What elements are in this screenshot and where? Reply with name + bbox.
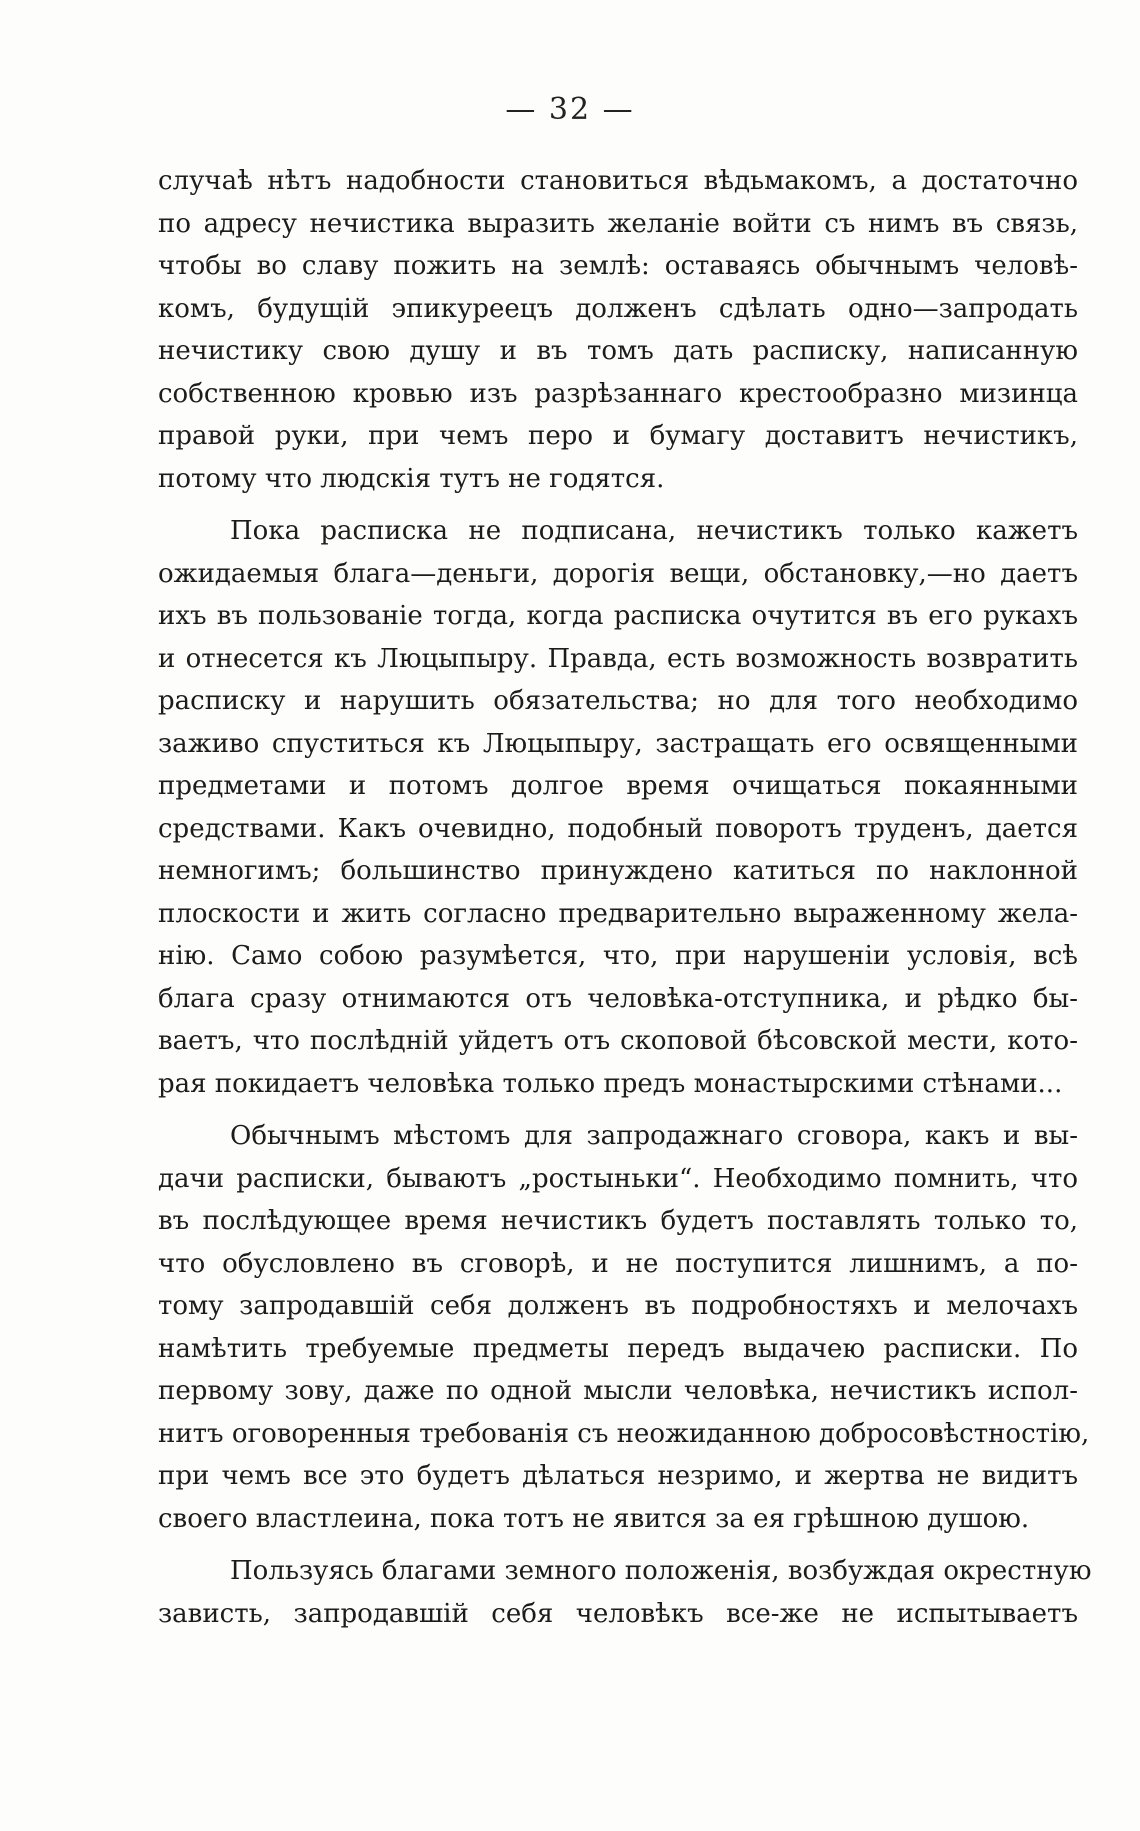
paragraph: [158, 510, 1078, 1105]
text-line: намѣтить требуемые предметы передъ выдачею расписки. По: [158, 1333, 1078, 1364]
text-line: что обусловлено въ сговорѣ, и не поступится лишнимъ, а по-: [158, 1248, 1078, 1279]
text-line: своего властлеина, пока тотъ не явится за ея грѣшною душою.: [158, 1503, 1030, 1534]
text-line: нію. Само собою разумѣется, что, при нарушеніи условія, всѣ: [158, 941, 1078, 971]
text-line: немногимъ; большинство принуждено катиться по наклонной: [158, 856, 1078, 886]
text-line: Пока расписка не подписана, нечистикъ только кажетъ: [230, 516, 1078, 546]
text-line: чтобы во славу пожить на землѣ: оставаясь обычнымъ человѣ-: [158, 251, 1078, 281]
text-line: заживо спуститься къ Люцыпыру, застращать его освященными: [158, 728, 1078, 759]
text-line: ихъ въ пользованіе тогда, когда расписка очутится въ его рукахъ: [158, 601, 1078, 631]
text-line: по адресу нечистика выразить желаніе войти съ нимъ въ связь,: [158, 208, 1078, 239]
text-line: потому что людскія тутъ не годятся.: [158, 463, 665, 494]
text-line: и отнесется къ Люцыпыру. Правда, есть возможность возвратить: [158, 643, 1078, 674]
text-line: дачи расписки, бываютъ „ростыньки“. Необходимо помнить, что: [158, 1163, 1078, 1194]
text-line: нитъ оговоренныя требованія съ неожиданною добросовѣстностію,: [158, 1418, 1090, 1449]
text-line: плоскости и жить согласно предварительно выраженному жела-: [158, 898, 1078, 929]
text-line: средствами. Какъ очевидно, подобный поворотъ труденъ, дается: [158, 813, 1078, 844]
text-line: ожидаемыя блага—деньги, дорогія вещи, обстановку,—но даетъ: [158, 558, 1078, 589]
text-line: ваетъ, что послѣдній уйдетъ отъ скоповой бѣсовской мести, кото-: [158, 1026, 1078, 1056]
text-line: зависть, запродавшій себя человѣкъ все-же не испытываетъ: [158, 1598, 1078, 1629]
text-line: Обычнымъ мѣстомъ для запродажнаго сговора, какъ и вы-: [230, 1121, 1078, 1151]
text-line: собственною кровью изъ разрѣзаннаго крестообразно мизинца: [158, 378, 1078, 409]
text-line: случаѣ нѣтъ надобности становиться вѣдьмакомъ, а достаточно: [158, 166, 1078, 196]
paragraph: [158, 1550, 1092, 1635]
body-text: [158, 160, 1092, 1645]
text-line: комъ, будущій эпикуреецъ долженъ сдѣлать одно—запродать: [158, 293, 1078, 324]
text-line: правой руки, при чемъ перо и бумагу доставитъ нечистикъ,: [158, 421, 1078, 451]
text-line: блага сразу отнимаются отъ человѣка-отступника, и рѣдко бы-: [158, 983, 1078, 1014]
text-line: расписку и нарушить обязательства; но для того необходимо: [158, 686, 1078, 716]
text-line: тому запродавшій себя долженъ въ подробностяхъ и мелочахъ: [158, 1291, 1078, 1321]
text-line: при чемъ все это будетъ дѣлаться незримо, и жертва не видитъ: [158, 1461, 1078, 1491]
text-line: нечистику свою душу и въ томъ дать расписку, написанную: [158, 336, 1078, 366]
paragraph: [158, 1115, 1090, 1540]
text-line: рая покидаетъ человѣка только предъ монастырскими стѣнами...: [158, 1068, 1063, 1099]
text-line: предметами и потомъ долгое время очищаться покаянными: [158, 771, 1078, 801]
text-line: первому зову, даже по одной мысли человѣка, нечистикъ испол-: [158, 1376, 1078, 1406]
text-line: Пользуясь благами земного положенія, возбуждая окрестную: [230, 1556, 1092, 1586]
text-line: въ послѣдующее время нечистикъ будетъ поставлять только то,: [158, 1206, 1078, 1236]
page-number: — 32 —: [505, 92, 635, 127]
paragraph: [158, 160, 1078, 500]
